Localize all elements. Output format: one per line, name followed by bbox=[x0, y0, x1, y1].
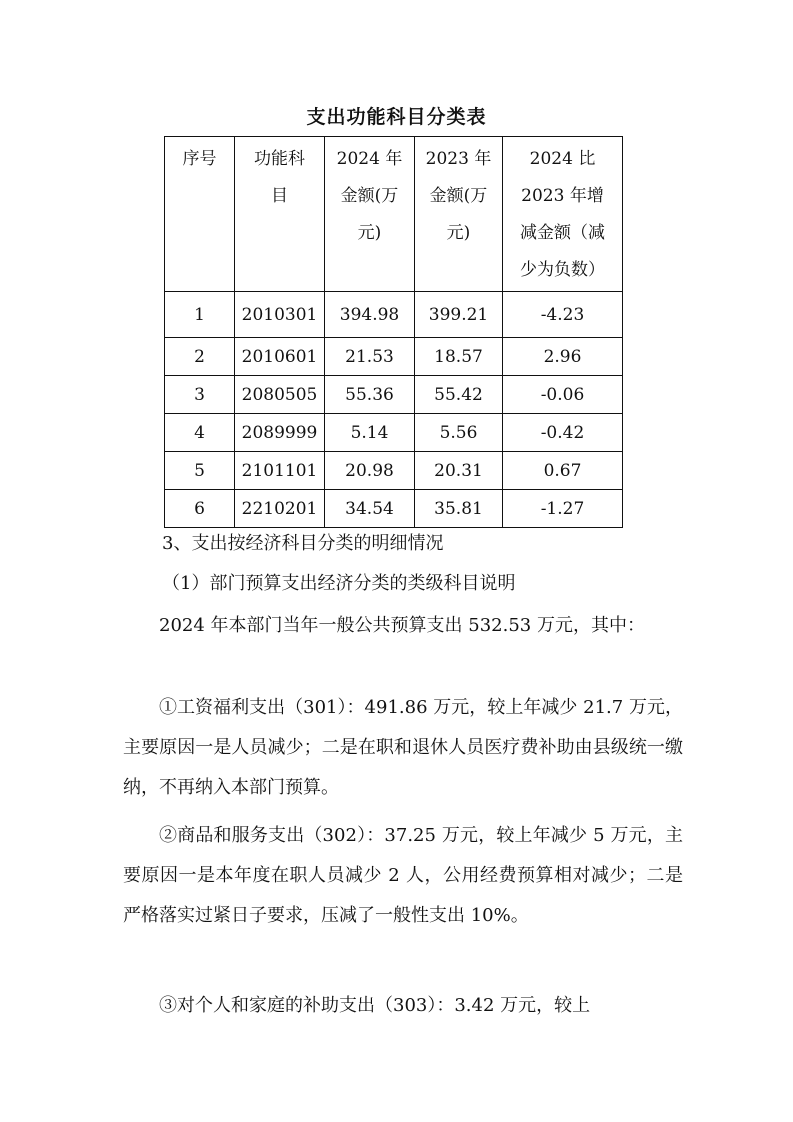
cell-index: 2 bbox=[165, 338, 235, 376]
cell-code: 2089999 bbox=[235, 414, 325, 452]
paragraph-302: ②商品和服务支出（302）：37.25 万元，较上年减少 5 万元，主要原因一是本年度在职人员减少 2 人，公用经费预算相对减少；二是严格落实过紧日子要求，压减了一般性支出 10%。 bbox=[123, 825, 683, 926]
cell-code: 2010301 bbox=[235, 292, 325, 338]
paragraph-total: 2024 年本部门当年一般公共预算支出 532.53 万元，其中： bbox=[159, 615, 645, 636]
cell-index: 3 bbox=[165, 376, 235, 414]
table-row bbox=[165, 490, 623, 528]
cell-2024: 21.53 bbox=[325, 338, 415, 376]
cell-change: 0.67 bbox=[503, 452, 623, 490]
cell-index: 5 bbox=[165, 452, 235, 490]
cell-2024: 55.36 bbox=[325, 376, 415, 414]
cell-2023: 5.56 bbox=[415, 414, 503, 452]
cell-code: 2080505 bbox=[235, 376, 325, 414]
cell-index: 1 bbox=[165, 292, 235, 338]
section-heading-3: 3、支出按经济科目分类的明细情况 bbox=[162, 533, 444, 554]
expenditure-function-table bbox=[164, 136, 623, 528]
cell-code: 2101101 bbox=[235, 452, 325, 490]
table-row bbox=[165, 452, 623, 490]
cell-change: 2.96 bbox=[503, 338, 623, 376]
header-index: 序号 bbox=[165, 137, 235, 292]
cell-index: 6 bbox=[165, 490, 235, 528]
table-header-row bbox=[165, 137, 623, 292]
cell-code: 2010601 bbox=[235, 338, 325, 376]
cell-2024: 5.14 bbox=[325, 414, 415, 452]
cell-2023: 35.81 bbox=[415, 490, 503, 528]
table-row bbox=[165, 292, 623, 338]
header-function-subject: 功能科 目 bbox=[235, 137, 325, 292]
cell-2024: 394.98 bbox=[325, 292, 415, 338]
table-row bbox=[165, 376, 623, 414]
cell-2024: 34.54 bbox=[325, 490, 415, 528]
table-row bbox=[165, 414, 623, 452]
cell-2023: 20.31 bbox=[415, 452, 503, 490]
paragraph-301: ①工资福利支出（301）：491.86 万元，较上年减少 21.7 万元，主要原因一是人员减少；二是在职和退休人员医疗费补助由县级统一缴纳，不再纳入本部门预算。 bbox=[123, 697, 683, 798]
header-change-amount: 2024 比 2023 年增 减金额（减 少为负数） bbox=[503, 137, 623, 292]
table-title: 支出功能科目分类表 bbox=[306, 106, 487, 128]
cell-change: -0.06 bbox=[503, 376, 623, 414]
cell-index: 4 bbox=[165, 414, 235, 452]
cell-2023: 18.57 bbox=[415, 338, 503, 376]
table-row bbox=[165, 338, 623, 376]
paragraph-303: ③对个人和家庭的补助支出（303）：3.42 万元，较上 bbox=[159, 995, 591, 1016]
cell-code: 2210201 bbox=[235, 490, 325, 528]
cell-2023: 55.42 bbox=[415, 376, 503, 414]
header-2024-amount: 2024 年 金额(万 元) bbox=[325, 137, 415, 292]
subsection-heading-1: （1）部门预算支出经济分类的类级科目说明 bbox=[162, 573, 516, 594]
cell-2024: 20.98 bbox=[325, 452, 415, 490]
cell-change: -4.23 bbox=[503, 292, 623, 338]
cell-2023: 399.21 bbox=[415, 292, 503, 338]
cell-change: -1.27 bbox=[503, 490, 623, 528]
cell-change: -0.42 bbox=[503, 414, 623, 452]
header-2023-amount: 2023 年 金额(万 元) bbox=[415, 137, 503, 292]
